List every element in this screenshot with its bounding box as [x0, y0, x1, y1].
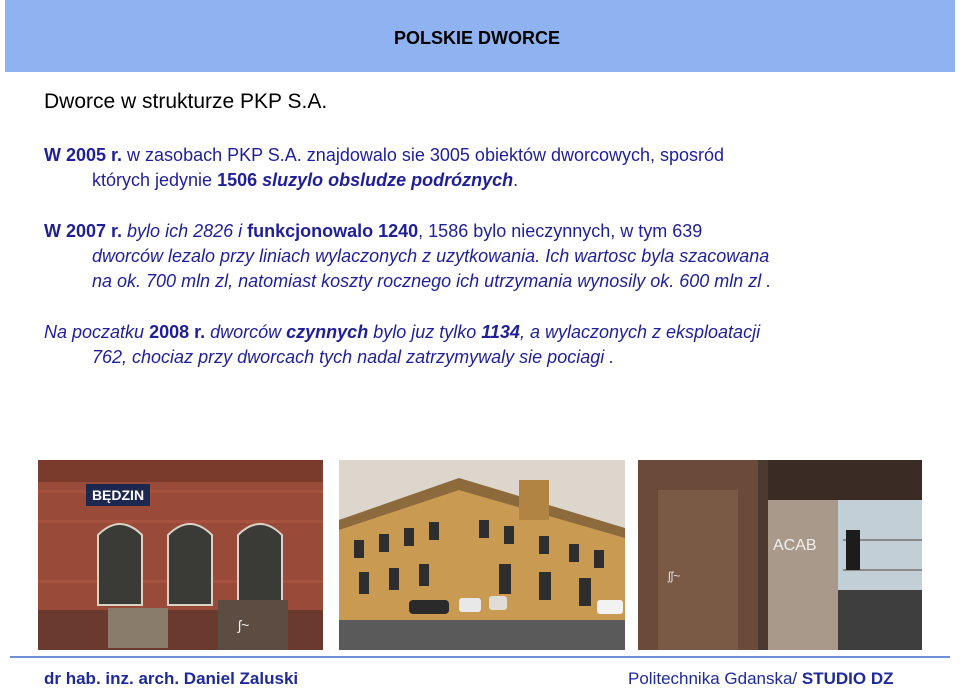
svg-text:BĘDZIN: BĘDZIN [91, 487, 145, 503]
svg-text:ACAB: ACAB [773, 537, 817, 554]
footer-author: dr hab. inz. arch. Daniel Zaluski [44, 669, 299, 688]
paragraph-2007: W 2007 r. bylo ich 2826 i funkcjonowalo 1240, 1586 bylo nieczynnych, w tym 639 dworców lezalo przy liniach wylaczonych z uzytkowania. Ich wartosc byla szacowana na ok. 700 mln zl, natomiast koszty rocznego ich utrzymania wynosily ok. 600 mln zl . [44, 221, 772, 291]
photo-yellow-station [339, 460, 625, 650]
footer-divider [10, 656, 950, 658]
footer-institution: Politechnika Gdanska/ STUDIO DZ [628, 669, 894, 688]
photo-interior-graffiti [638, 460, 922, 650]
svg-text:ʃ~: ʃ~ [238, 617, 250, 633]
page-title: POLSKIE DWORCE [394, 28, 561, 48]
paragraph-2005: W 2005 r. w zasobach PKP S.A. znajdowalo sie 3005 obiektów dworcowych, sposród których jedynie 1506 sluzylo obsludze podróznych. [44, 145, 725, 190]
paragraph-2008: Na poczatku 2008 r. dworców czynnych bylo juz tylko 1134, a wylaczonych z eksploatacji 762, chociaz przy dworcach tych nadal zatrzymywaly sie pociagi . [44, 322, 761, 367]
svg-text:ʃʃ~: ʃʃ~ [668, 569, 681, 583]
photo-bedzin-station [38, 460, 323, 650]
slide-subtitle: Dworce w strukturze PKP S.A. [44, 90, 328, 113]
